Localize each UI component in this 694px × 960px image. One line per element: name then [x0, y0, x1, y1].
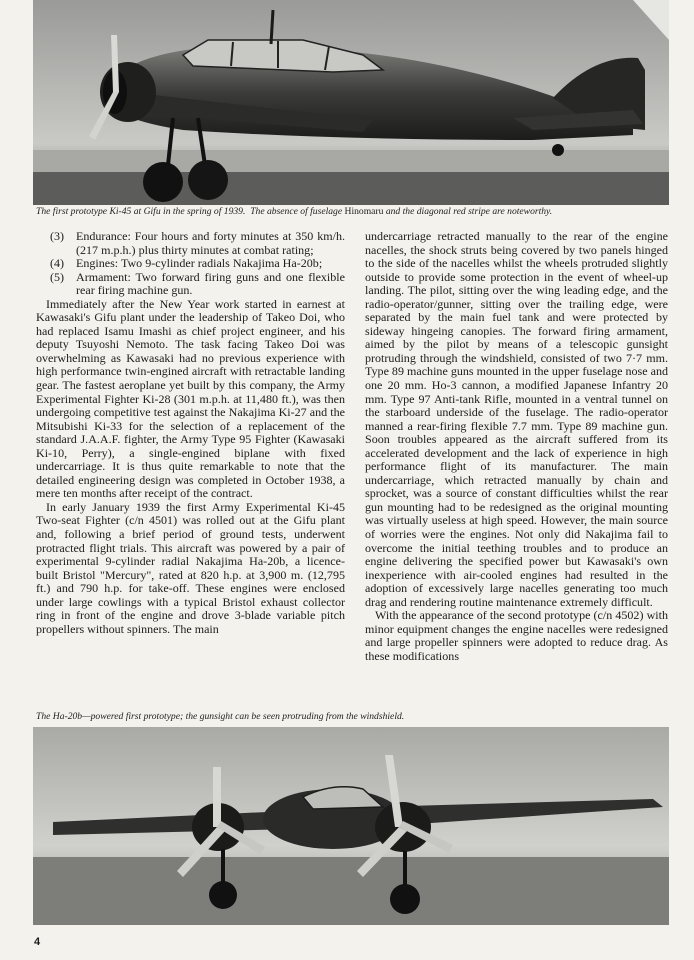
caption-top-part2: The absence of fuselage: [250, 206, 345, 217]
list-item-armament: [36, 271, 345, 298]
caption-top-part1: The first prototype Ki-45 at Gifu in the spring of 1939.: [36, 206, 246, 217]
page-number: 4: [34, 936, 41, 948]
left-column: [36, 230, 345, 636]
list-text: Engines: Two 9-cylinder radials Nakajima Ha-20b;: [76, 256, 323, 271]
aircraft-photo-top-image: [33, 0, 669, 205]
list-text: Endurance: Four hours and forty minutes at 350 km/h. (217 m.p.h.) plus thirty minutes at combat rating;: [76, 229, 345, 257]
list-item-engines: [36, 257, 345, 271]
caption-top-hinomaru: Hinomaru: [344, 206, 384, 217]
photo-top-caption: [36, 206, 552, 218]
list-number: (4): [50, 256, 65, 271]
photo-top: [33, 0, 669, 205]
paragraph-right-2: With the appearance of the second prototype (c/n 4502) with minor equipment changes the engine nacelles were redesigned and large propeller spinners were adopted to reduce drag. As these modifications: [365, 608, 668, 663]
photo-bottom: [33, 727, 669, 925]
paragraph-right-1: undercarriage retracted manually to the rear of the engine nacelles, the shock struts being covered by two panels hinged to the side of the nacelles whilst the wheels protruded slightly outside to provide some protection in the event of wheel-up landing. The pilot, sitting over the wing leading edge, and the radio-operator/gunner, sitting over the trailing edge, were separated by the main fuel tank and were protected by sideway hingeing canopies. The forward firing armament, aimed by the pilot by means of a telescopic gunsight protruding through the windshield, consisted of two 7·7 mm. Type 89 machine guns mounted in the upper fuselage nose and one 20 mm. Ho-3 cannon, a modified Japanese Infantry 20 mm. Type 97 Anti-tank Rifle, mounted in a ventral tunnel on the starboard underside of the fuselage. The radio-operator manned a rear-firing flexible 7.7 mm. Type 89 machine gun. Soon troubles appeared as the aircraft suffered from its accelerated development and the lack of experience in high performance flight of its manufacturer. The main undercarriage, which retracted manually by chain and sprocket, was a source of constant difficulties whilst the rear gun mounting had to be redesigned as the original mounting was virtually useless at high speed. However, the main source of worries were the engines. Not only did Nakajima fail to overcome the initial teething troubles and to produce an engine delivering the specified power but Kawasaki's own inexperience with air-cooled engines had resulted in the adoption of excessively large nacelles generating too much drag and rendering routine maintenance extremely difficult.: [365, 229, 668, 609]
right-column: [365, 230, 668, 664]
list-number: (3): [50, 229, 65, 243]
list-number: (5): [50, 269, 65, 284]
photo-bottom-caption: The Ha-20b—powered first prototype; the gunsight can be seen protruding from the windshield.: [36, 711, 405, 722]
aircraft-photo-bottom-image: [33, 727, 669, 925]
paragraph-left-2: In early January 1939 the first Army Experimental Ki-45 Two-seat Fighter (c/n 4501) was rolled out at the Gifu plant and, following a brief period of ground tests, underwent protracted flight trials. This aircraft was powered by a pair of experimental 9-cylinder radial Nakajima Ha-20b, a licence-built Bristol "Mercury", rated at 820 h.p. at 3,900 m. (12,795 ft.) and 790 h.p. for take-off. These engines were enclosed under large cowlings with a typical Bristol exhaust collector ring in front of the engine and drove 3-blade variable pitch propellers without spinners. The main: [36, 499, 345, 636]
list-text: Armament: Two forward firing guns and one flexible rear firing machine gun.: [76, 269, 345, 298]
paragraph-left-1: Immediately after the New Year work started in earnest at Kawasaki's Gifu plant under the leadership of Takeo Doi, who had replaced Isamu Imashi as chief project engineer, and his deputy Tsuyoshi Nemoto. The task facing Takeo Doi was overwhelming as Kawasaki had no previous experience with high performance twin-engined aircraft with retractable landing gear. The fastest aeroplane yet built by this company, the Army Experimental Fighter Ki-28 (301 m.p.h. at 11,480 ft.), was then undergoing competitive test against the Nakajima Ki-27 and the Mitsubishi Ki-33 for the selection of a replacement of the standard J.A.A.F. fighter, the Army Type 95 Fighter (Kawasaki Ki-10, Perry), a single-engined biplane with fixed undercarriage. It is thus quite remarkable to note that the detailed engineering design was completed in October 1938, a mere ten months after receipt of the contract.: [36, 296, 345, 501]
caption-top-part4: and the diagonal red stripe are noteworthy.: [383, 206, 553, 217]
list-item-endurance: [36, 230, 345, 257]
